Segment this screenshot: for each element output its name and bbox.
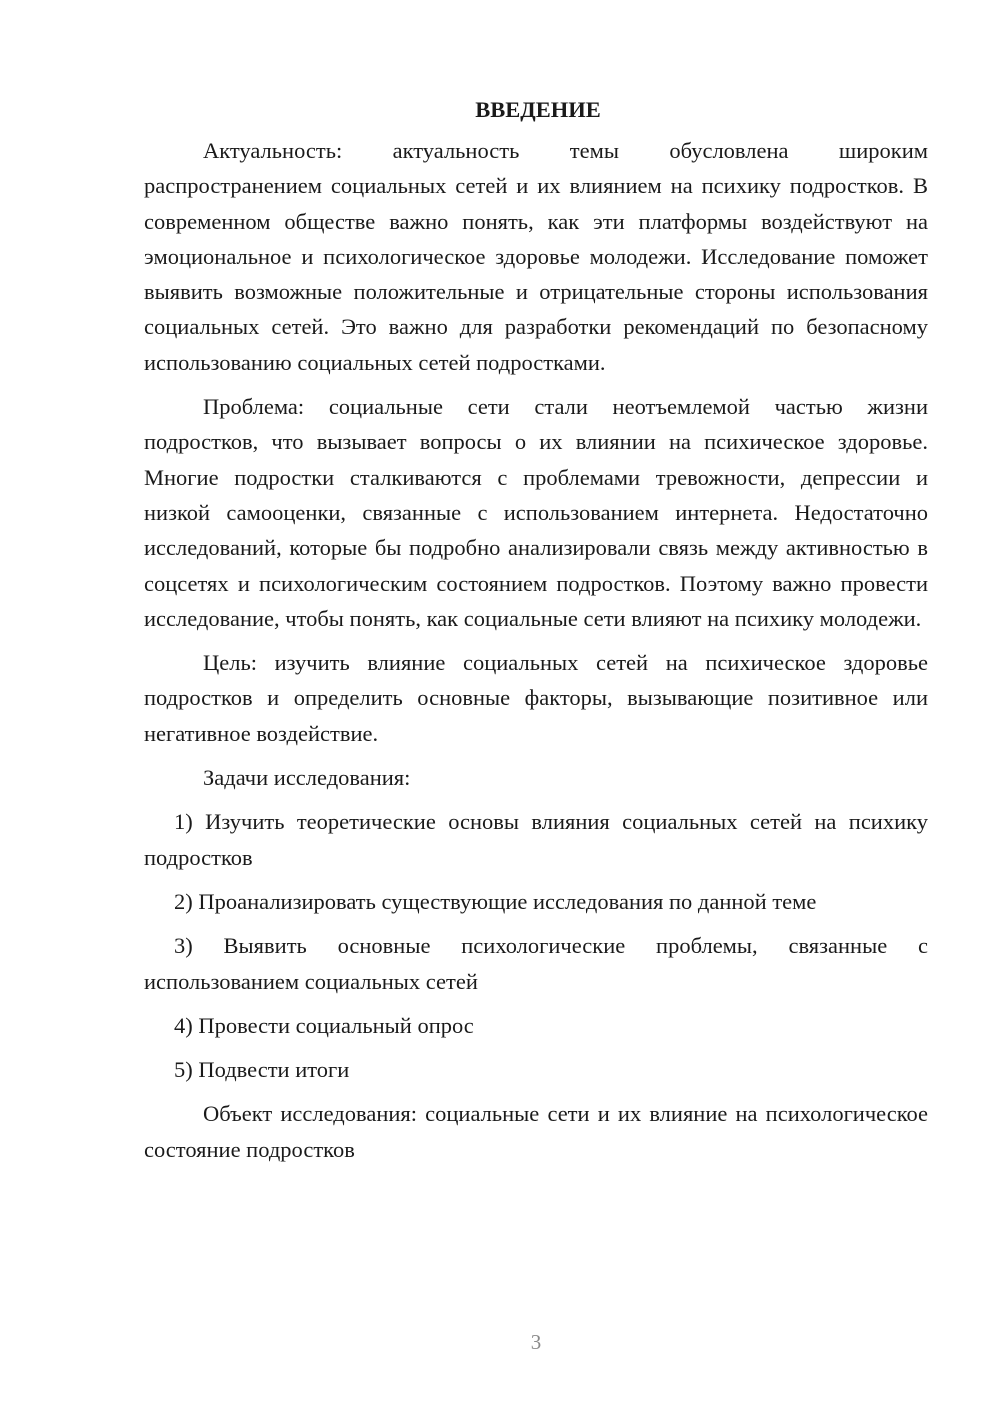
task-item: 3) Выявить основные психологические проблемы, связанные с использованием социальных сетей	[144, 933, 928, 994]
object-paragraph: Объект исследования: социальные сети и их влияние на психологическое состояние подростков	[144, 1101, 928, 1162]
task-item: 5) Подвести итоги	[174, 1057, 350, 1083]
tasks-heading: Задачи исследования:	[203, 765, 411, 791]
goal-paragraph: Цель: изучить влияние социальных сетей на психическое здоровье подростков и определить основные факторы, вызывающие позитивное или негативное воздействие.	[144, 650, 928, 746]
task-item: 4) Провести социальный опрос	[174, 1012, 474, 1038]
page-number: 3	[530, 1330, 542, 1354]
document-page	[144, 92, 928, 1176]
task-item: 2) Проанализировать существующие исследования по данной теме	[174, 888, 817, 914]
section-title: ВВЕДЕНИЕ	[475, 97, 601, 122]
problem-paragraph: Проблема: социальные сети стали неотъемлемой частью жизни подростков, что вызывает вопросы о их влиянии на психическое здоровье. Многие подростки сталкиваются с проблемами тревожности, депрессии и низкой самооценки, связанные с использованием интернета. Недостаточно исследований, которые бы подробно анализировали связь между активностью в соцсетях и психологическим состоянием подростков. Поэтому важно провести исследование, чтобы понять, как социальные сети влияют на психику молодежи.	[144, 394, 928, 631]
task-item: 1) Изучить теоретические основы влияния социальных сетей на психику подростков	[144, 809, 928, 870]
relevance-paragraph: Актуальность: актуальность темы обусловлена широким распространением социальных сетей и их влиянием на психику подростков. В современном обществе важно понять, как эти платформы воздействуют на эмоциональное и психологическое здоровье молодежи. Исследование поможет выявить возможные положительные и отрицательные стороны использования социальных сетей. Это важно для разработки рекомендаций по безопасному использованию социальных сетей подростками.	[144, 138, 928, 375]
